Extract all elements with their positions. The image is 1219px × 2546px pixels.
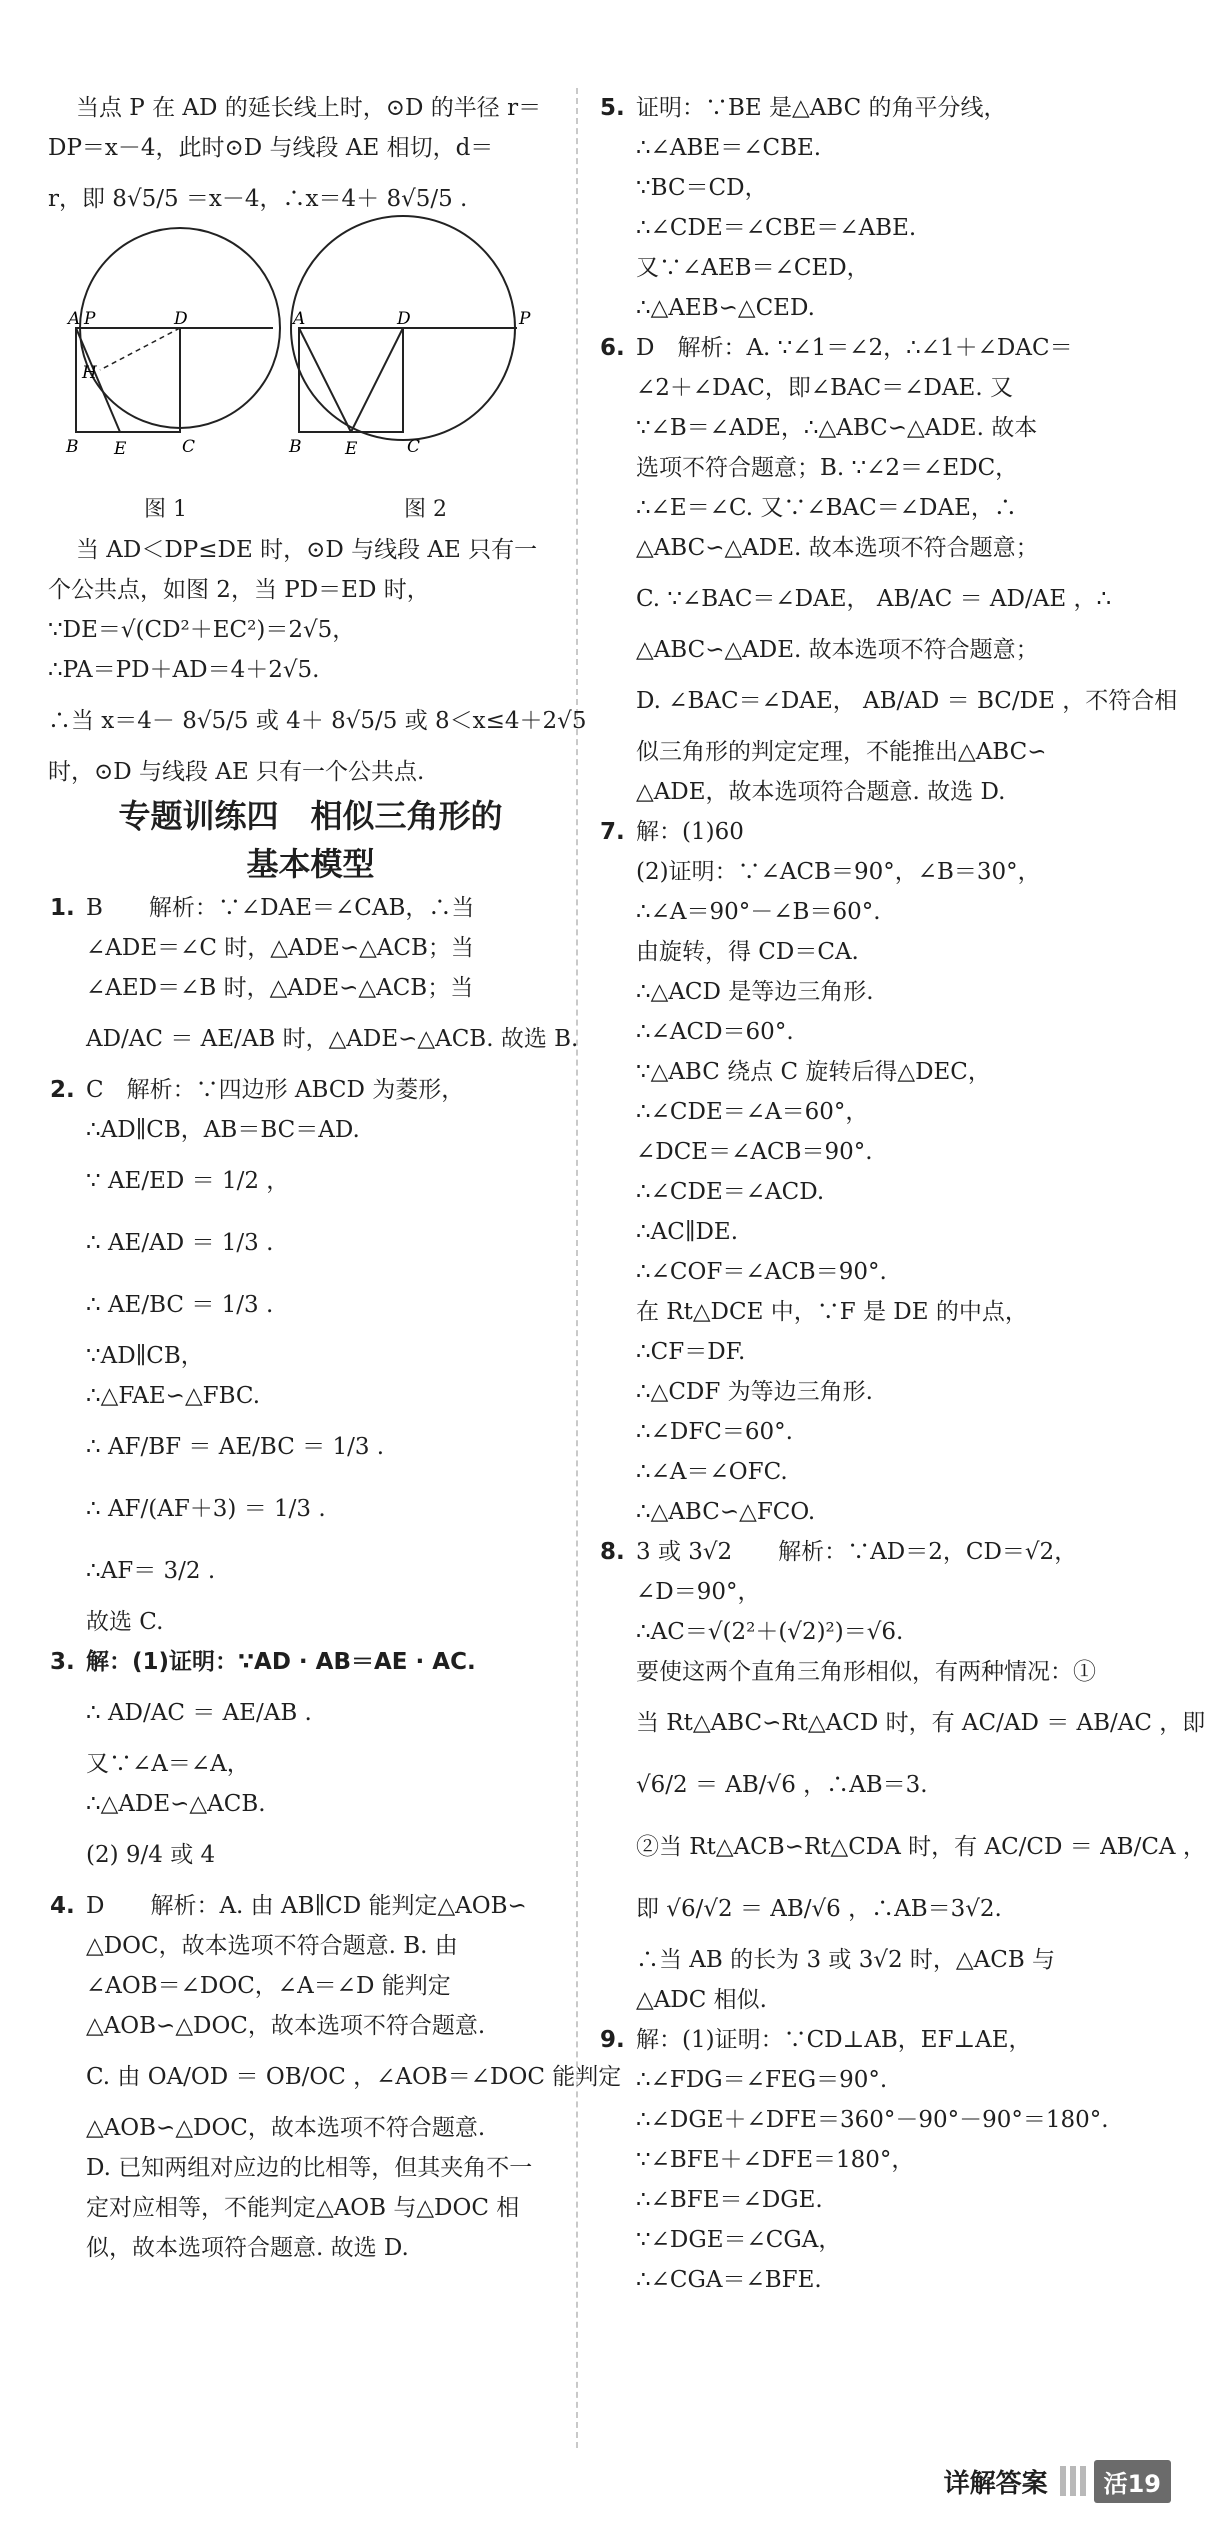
text-line: D. ∠BAC＝∠DAE， AB/AD ＝ BC/DE ，不符合相 <box>636 688 1178 714</box>
text-line: ∴∠A＝∠OFC. <box>636 1459 788 1485</box>
text-line: ∴∠ACD＝60°. <box>636 1019 794 1045</box>
text-line: 选项不符合题意；B. ∵∠2＝∠EDC， <box>636 455 1019 481</box>
text-line: ∴∠CDE＝∠CBE＝∠ABE. <box>636 215 917 241</box>
text-line: ∴△CDF 为等边三角形. <box>636 1379 873 1405</box>
text-line: ∵AD∥CB， <box>86 1343 204 1369</box>
question-5 <box>598 88 1158 328</box>
label-b-fig2: B <box>289 437 302 457</box>
text-line: (2)证明：∵∠ACB＝90°，∠B＝30°， <box>636 859 1041 885</box>
figure-1-caption: 图 1 <box>144 497 187 522</box>
text-line: △ABC∽△ADE. 故本选项不符合题意； <box>636 535 1039 561</box>
question-3 <box>48 1642 573 1886</box>
text-line: 故选 C. <box>86 1609 164 1635</box>
section-title-line-2: 基本模型 <box>246 845 375 883</box>
text-line: D 解析：A. 由 AB∥CD 能判定△AOB∽ <box>86 1893 527 1919</box>
text-line: ∴AD∥CB，AB＝BC＝AD. <box>86 1117 360 1143</box>
text-line: ∠AED＝∠B 时，△ADE∽△ACB；当 <box>86 975 474 1001</box>
text-line: D 解析：A. ∵∠1＝∠2，∴∠1＋∠DAC＝ <box>636 335 1073 361</box>
text-line: ∴ AF/(AF＋3) ＝ 1/3 . <box>86 1496 326 1522</box>
question-4 <box>48 1886 622 2268</box>
text-line: ∵∠DGE＝∠CGA， <box>636 2227 842 2253</box>
text-line: ∴△ADE∽△ACB. <box>86 1791 266 1817</box>
text-line: 个公共点，如图 2，当 PD＝ED 时， <box>48 577 430 603</box>
text-line: 解：(1)证明：∵CD⊥AB，EF⊥AE， <box>636 2027 1032 2053</box>
text-line: 当点 P 在 AD 的延长线上时，⊙D 的半径 r＝ <box>76 95 542 121</box>
label-a-fig2: A <box>293 309 306 329</box>
text-line: ∴CF＝DF. <box>636 1339 746 1365</box>
text-line: △ADC 相似. <box>636 1987 767 2013</box>
page-footer <box>944 2458 1171 2504</box>
text-line: 似三角形的判定定理，不能推出△ABC∽ <box>636 739 1047 765</box>
text-line: C 解析：∵四边形 ABCD 为菱形， <box>86 1077 465 1103</box>
line-dh <box>100 328 180 370</box>
text-line: 时，⊙D 与线段 AE 只有一个公共点. <box>48 759 425 785</box>
text-line: 定对应相等，不能判定△AOB 与△DOC 相 <box>86 2195 520 2221</box>
right-column <box>598 88 1206 2300</box>
text-line: ∴AC＝√(2²＋(√2)²)＝√6. <box>636 1619 904 1645</box>
column-divider <box>576 88 578 2448</box>
question-number: 8. <box>600 1539 625 1565</box>
text-line: 解：(1)证明：∵AD · AB＝AE · AC. <box>86 1649 476 1675</box>
figure-1 <box>68 230 288 490</box>
label-b: B <box>66 437 79 457</box>
text-line: △ADE，故本选项符合题意. 故选 D. <box>636 779 1006 805</box>
question-number: 6. <box>600 335 625 361</box>
text-line: 又∵∠AEB＝∠CED， <box>636 255 870 281</box>
text-line: ∴∠COF＝∠ACB＝90°. <box>636 1259 887 1285</box>
text-line: ∴∠CDE＝∠A＝60°， <box>636 1099 869 1125</box>
text-line: ∠2＋∠DAC，即∠BAC＝∠DAE. 又 <box>636 375 1013 401</box>
question-6 <box>598 328 1178 812</box>
question-9 <box>598 2020 1158 2300</box>
text-line: △ABC∽△ADE. 故本选项不符合题意； <box>636 637 1039 663</box>
square-abcd-fig2 <box>299 328 403 432</box>
text-line: 由旋转，得 CD＝CA. <box>636 939 859 965</box>
text-line: √6/2 ＝ AB/√6 ，∴AB＝3. <box>636 1772 928 1798</box>
text-line: C. 由 OA/OD ＝ OB/OC ，∠AOB＝∠DOC 能判定 <box>86 2064 622 2090</box>
text-line: ∴∠ABE＝∠CBE. <box>636 135 822 161</box>
text-line: 当 Rt△ABC∽Rt△ACD 时，有 AC/AD ＝ AB/AC ，即 <box>636 1710 1206 1736</box>
text-line: ∵△ABC 绕点 C 旋转后得△DEC， <box>636 1059 991 1085</box>
text-line: r，即 8√5/5 ＝x－4，∴x＝4＋ 8√5/5 . <box>48 186 468 212</box>
text-line: ∴∠CGA＝∠BFE. <box>636 2267 822 2293</box>
text-line: ∴△ABC∽△FCO. <box>636 1499 816 1525</box>
text-line: 即 √6/√2 ＝ AB/√6 ，∴AB＝3√2. <box>636 1896 1002 1922</box>
section-title: 专题训练四 相似三角形的 <box>118 797 503 835</box>
text-line: ∴∠DGE＋∠DFE＝360°－90°－90°＝180°. <box>636 2107 1109 2133</box>
page-number: 活19 <box>1094 2460 1171 2503</box>
text-line: D. 已知两组对应边的比相等，但其夹角不一 <box>86 2155 533 2181</box>
figure-2-caption: 图 2 <box>404 497 447 522</box>
question-number: 5. <box>600 95 625 121</box>
label-d: D <box>174 309 188 329</box>
text-line: 又∵∠A＝∠A， <box>86 1751 250 1777</box>
text-line: △AOB∽△DOC，故本选项不符合题意. <box>86 2115 486 2141</box>
text-line: (2) 9/4 或 4 <box>86 1842 216 1868</box>
text-line: ∴∠FDG＝∠FEG＝90°. <box>636 2067 888 2093</box>
label-c: C <box>182 437 196 457</box>
figure-2 <box>289 230 563 490</box>
text-line: ∴△AEB∽△CED. <box>636 295 815 321</box>
text-line: ∴∠A＝90°－∠B＝60°. <box>636 899 881 925</box>
text-line: ∴∠E＝∠C. 又∵∠BAC＝∠DAE，∴ <box>636 495 1017 521</box>
text-line: ∴当 x＝4－ 8√5/5 或 4＋ 8√5/5 或 8＜x≤4＋2√5 <box>48 708 587 734</box>
text-line: 当 AD＜DP≤DE 时，⊙D 与线段 AE 只有一 <box>76 537 538 563</box>
text-line: ∴PA＝PD＋AD＝4＋2√5. <box>48 657 320 683</box>
left-column <box>48 88 622 2268</box>
question-7 <box>598 812 1158 1532</box>
line-de-fig2 <box>351 328 403 432</box>
text-line: ∴∠BFE＝∠DGE. <box>636 2187 823 2213</box>
text-line: ∴ AD/AC ＝ AE/AB . <box>86 1700 312 1726</box>
question-number: 2. <box>50 1077 75 1103</box>
question-number: 4. <box>50 1893 75 1919</box>
text-line: ∵DE＝√(CD²＋EC²)＝2√5， <box>48 617 356 643</box>
question-2 <box>48 1070 573 1642</box>
question-number: 7. <box>600 819 625 845</box>
label-a: A <box>68 309 81 329</box>
text-line: ∴△ACD 是等边三角形. <box>636 979 874 1005</box>
line-ae-fig2 <box>299 328 351 432</box>
question-number: 1. <box>50 895 75 921</box>
text-line: 3 或 3√2 解析：∵AD＝2，CD＝√2， <box>636 1539 1078 1565</box>
label-c-fig2: C <box>407 437 421 457</box>
footer-decoration <box>1060 2466 1086 2496</box>
label-p: P <box>84 309 96 329</box>
text-line: △DOC，故本选项不符合题意. B. 由 <box>86 1933 458 1959</box>
text-line: ∵∠B＝∠ADE，∴△ABC∽△ADE. 故本 <box>636 415 1038 441</box>
text-line: ∵∠BFE＋∠DFE＝180°， <box>636 2147 915 2173</box>
text-line: ∴AC∥DE. <box>636 1219 739 1245</box>
text-line: 要使这两个直角三角形相似，有两种情况：① <box>636 1659 1096 1685</box>
label-h: H <box>82 363 97 383</box>
question-1 <box>48 888 579 1070</box>
text-line: ②当 Rt△ACB∽Rt△CDA 时，有 AC/CD ＝ AB/CA ， <box>636 1834 1206 1860</box>
text-line: AD/AC ＝ AE/AB 时，△ADE∽△ACB. 故选 B. <box>86 1026 579 1052</box>
text-line: DP＝x－4，此时⊙D 与线段 AE 相切，d＝ <box>48 135 494 161</box>
text-line: ∴ AF/BF ＝ AE/BC ＝ 1/3 . <box>86 1434 385 1460</box>
label-e: E <box>114 439 127 459</box>
text-line: ∴ AE/BC ＝ 1/3 . <box>86 1292 274 1318</box>
text-line: 似，故本选项符合题意. 故选 D. <box>86 2235 409 2261</box>
figures <box>48 230 573 530</box>
text-line: C. ∵∠BAC＝∠DAE， AB/AC ＝ AD/AE ，∴ <box>636 586 1112 612</box>
text-line: ∵BC＝CD， <box>636 175 768 201</box>
label-p-fig2: P <box>519 309 531 329</box>
text-line: ∠DCE＝∠ACB＝90°. <box>636 1139 873 1165</box>
label-d-fig2: D <box>397 309 411 329</box>
text-line: ∴ AE/AD ＝ 1/3 . <box>86 1230 274 1256</box>
text-line: B 解析：∵∠DAE＝∠CAB，∴当 <box>86 895 475 921</box>
text-line: ∴∠CDE＝∠ACD. <box>636 1179 825 1205</box>
label-e-fig2: E <box>345 439 358 459</box>
text-line: 证明：∵BE 是△ABC 的角平分线， <box>636 95 1007 121</box>
text-line: 解：(1)60 <box>636 819 744 845</box>
text-line: ∴当 AB 的长为 3 或 3√2 时，△ACB 与 <box>636 1947 1056 1973</box>
text-line: ∠ADE＝∠C 时，△ADE∽△ACB；当 <box>86 935 474 961</box>
text-line: ∠AOB＝∠DOC，∠A＝∠D 能判定 <box>86 1973 451 1999</box>
question-number: 3. <box>50 1649 75 1675</box>
footer-label: 详解答案 <box>943 2468 1048 2499</box>
text-line: ∴∠DFC＝60°. <box>636 1419 793 1445</box>
text-line: ∴AF＝ 3/2 . <box>86 1558 216 1584</box>
question-number: 9. <box>600 2027 625 2053</box>
text-line: ∵ AE/ED ＝ 1/2 ， <box>86 1168 290 1194</box>
question-8 <box>598 1532 1206 2020</box>
text-line: 在 Rt△DCE 中，∵F 是 DE 的中点， <box>636 1299 1028 1325</box>
text-line: △AOB∽△DOC，故本选项不符合题意. <box>86 2013 486 2039</box>
text-line: ∠D＝90°， <box>636 1579 761 1605</box>
text-line: ∴△FAE∽△FBC. <box>86 1383 261 1409</box>
